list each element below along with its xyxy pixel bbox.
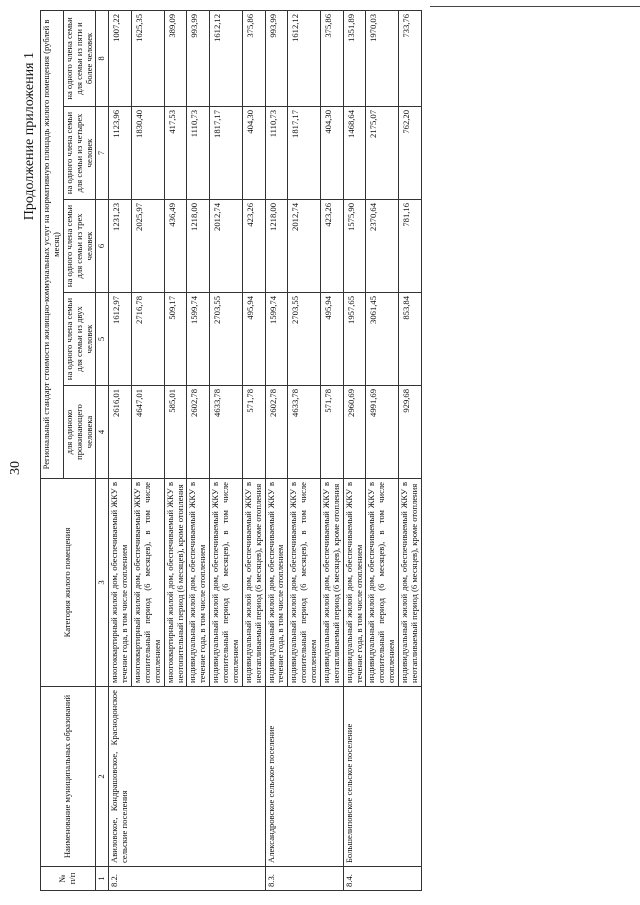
cost-value: 1830,40 (132, 107, 165, 200)
cost-value: 2370,64 (366, 200, 399, 293)
cost-value: 375,86 (320, 10, 343, 106)
row-number: 8.3. (265, 867, 343, 891)
housing-category: индивидуальный жилой дом, обеспечиваемый ЖКУ в отопительный период (6 месяцев), в том числе отоплением (366, 479, 399, 687)
cost-value: 1599,74 (265, 293, 288, 386)
row-number: 8.2. (109, 867, 265, 891)
cost-value: 375,86 (242, 10, 265, 106)
cost-value: 417,53 (164, 107, 187, 200)
housing-category: многоквартирный жилой дом, обеспечиваемый ЖКУ в отопительный период (6 месяцев), в том числе отоплением (132, 479, 165, 687)
cost-value: 1110,73 (187, 107, 210, 200)
cost-value: 3061,45 (366, 293, 399, 386)
cost-value: 2703,55 (288, 293, 321, 386)
cost-value: 1218,00 (187, 200, 210, 293)
header-sub: на одного члена семьи для семьи из четырех человек (63, 107, 96, 200)
cost-value: 1612,97 (109, 293, 132, 386)
cost-value: 1970,03 (366, 10, 399, 106)
cost-value: 1625,35 (132, 10, 165, 106)
header-category: Категория жилого помещения (41, 479, 96, 687)
cost-value: 2602,78 (187, 386, 210, 479)
table-row (109, 10, 132, 890)
municipality-name: Большелиповское сельское поселение (343, 687, 421, 867)
cost-value: 1123,96 (109, 107, 132, 200)
cost-value: 4991,69 (366, 386, 399, 479)
column-number: 2 (96, 687, 109, 867)
housing-category: индивидуальный жилой дом, обеспечиваемый ЖКУ в неотапливаемый период (6 месяцев), кроме отопления (242, 479, 265, 687)
cost-value: 2616,01 (109, 386, 132, 479)
cost-value: 2960,69 (343, 386, 366, 479)
cost-value: 571,78 (242, 386, 265, 479)
cost-value: 733,76 (399, 10, 422, 106)
cost-value: 1231,23 (109, 200, 132, 293)
cost-value: 404,30 (320, 107, 343, 200)
appendix-title: Продолжение приложения 1 (22, 52, 37, 221)
row-number: 8.4. (343, 867, 421, 891)
column-number: 1 (96, 867, 109, 891)
table-body (109, 10, 422, 890)
cost-value: 1110,73 (265, 107, 288, 200)
cost-value: 404,30 (242, 107, 265, 200)
cost-value: 1351,89 (343, 10, 366, 106)
cost-value: 4633,78 (288, 386, 321, 479)
municipality-name: Авиловское, Кондрашовское, Краснодонское сельские поселения (109, 687, 265, 867)
cost-value: 423,26 (320, 200, 343, 293)
cost-value: 1599,74 (187, 293, 210, 386)
cost-value: 1612,12 (288, 10, 321, 106)
housing-category: многоквартирный жилой дом, обеспечиваемый ЖКУ в неотопительный период (6 месяцев), кроме отопления (164, 479, 187, 687)
column-number: 4 (96, 386, 109, 479)
column-number: 8 (96, 10, 109, 106)
housing-category: индивидуальный жилой дом, обеспечиваемый ЖКУ в течение года, в том числе отоплением (187, 479, 210, 687)
housing-category: индивидуальный жилой дом, обеспечиваемый ЖКУ в отопительный период (6 месяцев), в том числе отоплением (210, 479, 243, 687)
standards-table (40, 10, 422, 891)
housing-category: многоквартирный жилой дом, обеспечиваемый ЖКУ в течение года, в том числе отоплением (109, 479, 132, 687)
cost-value: 2012,74 (288, 200, 321, 293)
cost-value: 2716,78 (132, 293, 165, 386)
page-number: 30 (8, 461, 23, 475)
housing-category: индивидуальный жилой дом, обеспечиваемый ЖКУ в течение года, в том числе отоплением (265, 479, 288, 687)
cost-value: 929,68 (399, 386, 422, 479)
cost-value: 1575,90 (343, 200, 366, 293)
cost-value: 853,84 (399, 293, 422, 386)
housing-category: индивидуальный жилой дом, обеспечиваемый ЖКУ в неотапливаемый период (6 месяцев), кроме отопления (399, 479, 422, 687)
cost-value: 1817,17 (210, 107, 243, 200)
cost-value: 423,26 (242, 200, 265, 293)
column-number: 3 (96, 479, 109, 687)
cost-value: 4647,01 (132, 386, 165, 479)
column-number-row (96, 10, 109, 890)
column-number: 7 (96, 107, 109, 200)
cost-value: 781,16 (399, 200, 422, 293)
housing-category: индивидуальный жилой дом, обеспечиваемый ЖКУ в отопительный период (6 месяцев), в том числе отоплением (288, 479, 321, 687)
cost-value: 585,01 (164, 386, 187, 479)
header-sub: на одного члена семьи для семьи из пяти и более человек (63, 10, 96, 106)
cost-value: 4633,78 (210, 386, 243, 479)
cost-value: 571,78 (320, 386, 343, 479)
cost-value: 762,20 (399, 107, 422, 200)
header-sub: на одного члена семьи для семьи из двух человек (63, 293, 96, 386)
cost-value: 1468,64 (343, 107, 366, 200)
cost-value: 1957,65 (343, 293, 366, 386)
cost-value: 2703,55 (210, 293, 243, 386)
cost-value: 1817,17 (288, 107, 321, 200)
cost-value: 1218,00 (265, 200, 288, 293)
housing-category: индивидуальный жилой дом, обеспечиваемый ЖКУ в неотапливаемый период (6 месяцев), кроме отопления (320, 479, 343, 687)
header-municipality: Наименование муниципальных образований (41, 687, 96, 867)
header-standard: Региональный стандарт стоимости жилищно-коммунальных услуг на нормативную площадь жилого помещения (рублей в месяц) (41, 10, 64, 478)
cost-value: 495,94 (320, 293, 343, 386)
cost-value: 1612,12 (210, 10, 243, 106)
column-number: 5 (96, 293, 109, 386)
housing-category: индивидуальный жилой дом, обеспечиваемый ЖКУ в течение года, в том числе отоплением (343, 479, 366, 687)
cost-value: 495,94 (242, 293, 265, 386)
cost-value: 2175,07 (366, 107, 399, 200)
table-row (265, 10, 288, 890)
cost-value: 993,99 (265, 10, 288, 106)
cost-value: 389,09 (164, 10, 187, 106)
cost-value: 993,99 (187, 10, 210, 106)
municipality-name: Александровское сельское поселение (265, 687, 343, 867)
cost-value: 2025,97 (132, 200, 165, 293)
cost-value: 436,49 (164, 200, 187, 293)
header-sub: на одного члена семьи для семьи из трех человек (63, 200, 96, 293)
cost-value: 1007,22 (109, 10, 132, 106)
cost-value: 509,17 (164, 293, 187, 386)
header-num: № п/п (41, 867, 96, 891)
cost-value: 2602,78 (265, 386, 288, 479)
header-sub: для одиноко проживающего человека (63, 386, 96, 479)
column-number: 6 (96, 200, 109, 293)
table-row (343, 10, 366, 890)
cost-value: 2012,74 (210, 200, 243, 293)
